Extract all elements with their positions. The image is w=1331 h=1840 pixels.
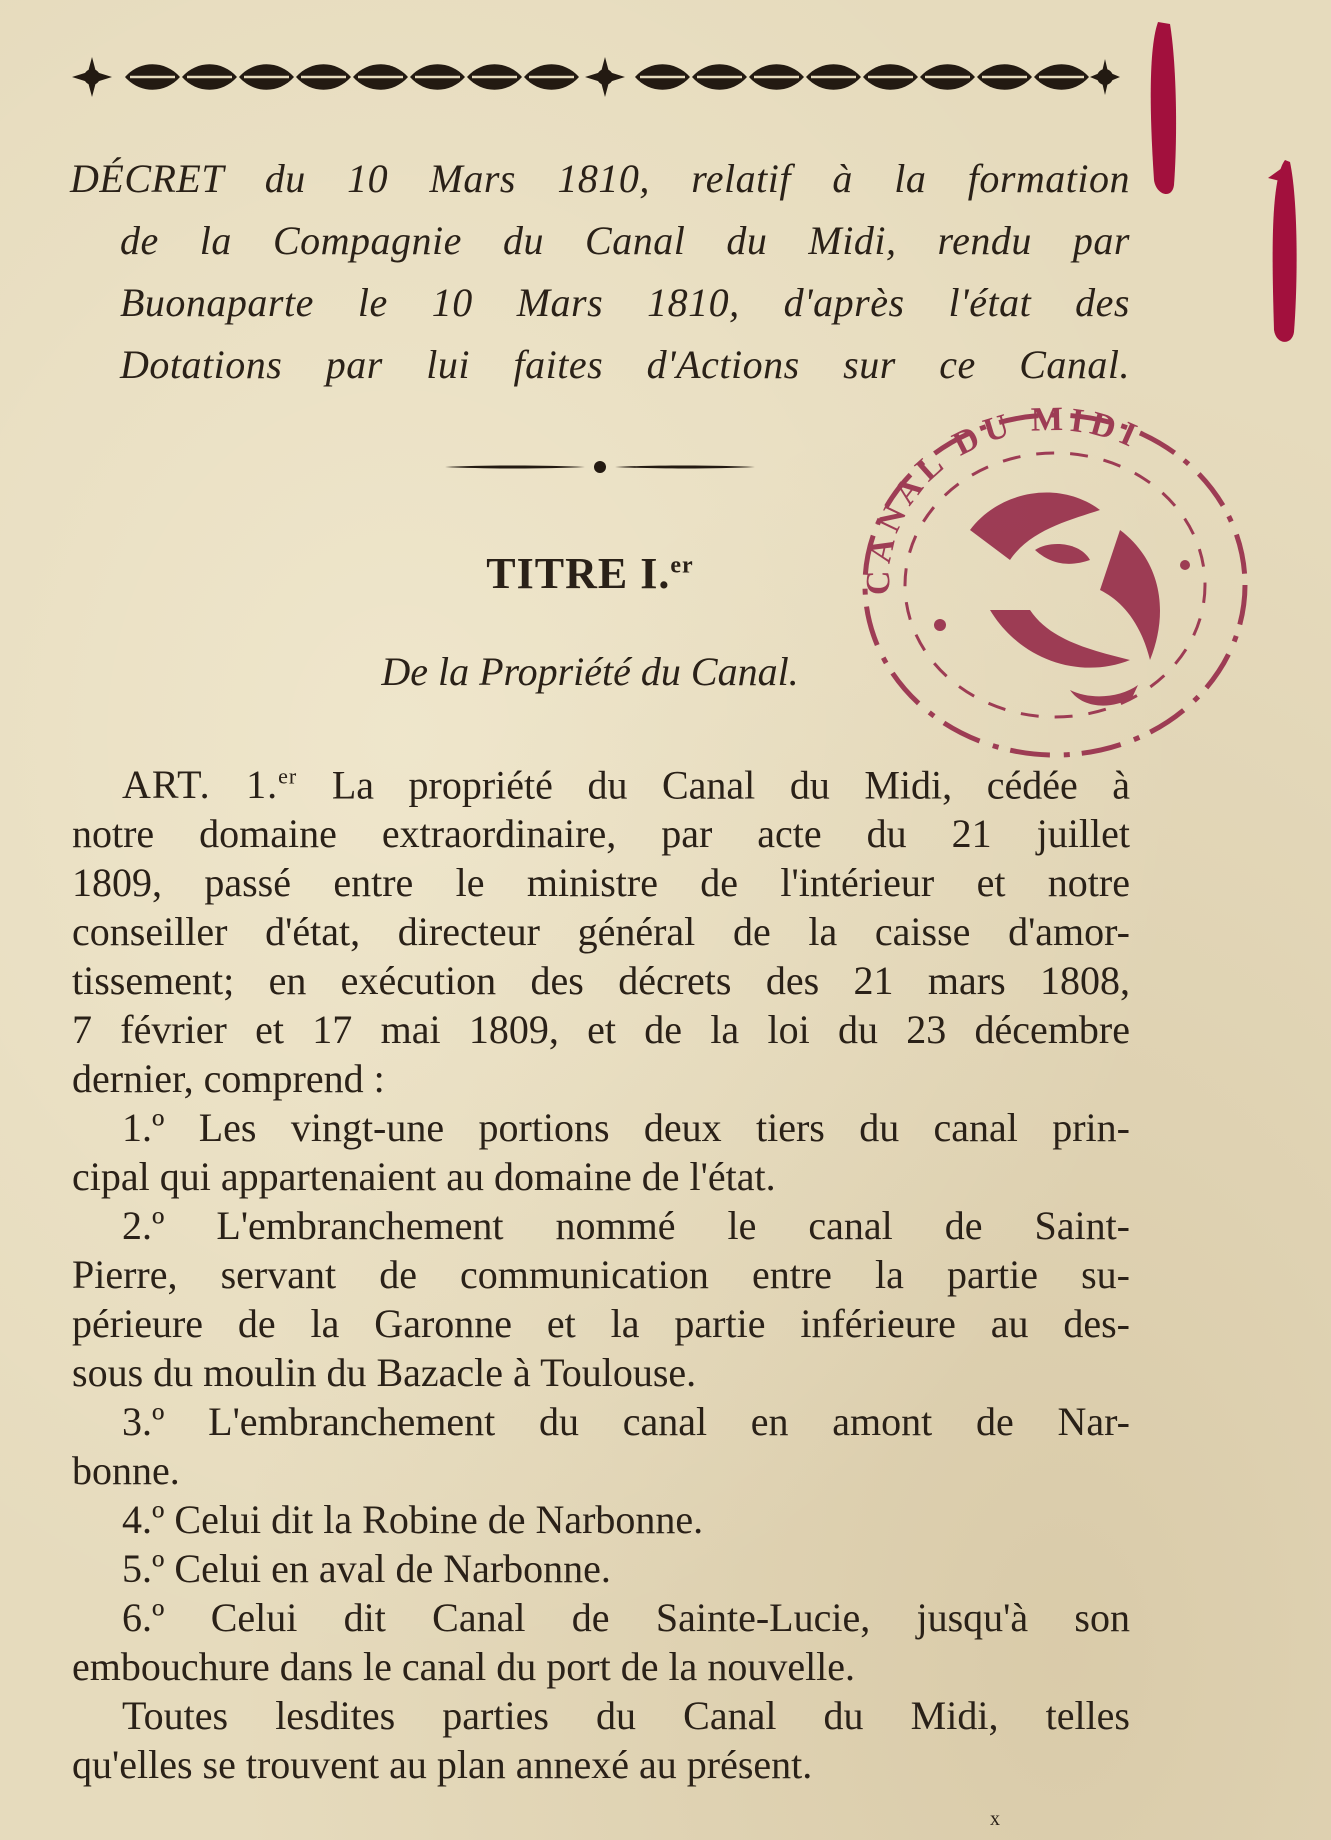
list-item-line: bonne. [72, 1448, 180, 1494]
list-item-line: 5.º Celui en aval de Narbonne. [122, 1546, 611, 1592]
section-subtitle: De la Propriété du Canal. [381, 649, 799, 694]
article-line: 1809, passé entre le ministre de l'intérieur et notre [72, 860, 1130, 906]
article-label-text: ART. 1. [122, 762, 279, 808]
list-item-line: embouchure dans le canal du port de la nouvelle. [72, 1644, 856, 1690]
article-line: tissement; en exécution des décrets des 21 mars 1808, [72, 958, 1130, 1004]
list-item-line: 4.º Celui dit la Robine de Narbonne. [122, 1497, 704, 1543]
list-item-line: périeure de la Garonne et la partie inférieure au des- [72, 1301, 1130, 1347]
title-line: Dotations par lui faites d'Actions sur ce Canal. [120, 342, 1130, 387]
article-label-sup: er [278, 764, 298, 789]
footer-mark: x [990, 1808, 1000, 1830]
article-line: notre domaine extraordinaire, par acte du 21 juillet [72, 811, 1130, 857]
title-line: Buonaparte le 10 Mars 1810, d'après l'état des [120, 280, 1130, 325]
article-line: 7 février et 17 mai 1809, et de la loi du 23 décembre [72, 1007, 1130, 1053]
title-line: DÉCRET du 10 Mars 1810, relatif à la formation [70, 156, 1130, 201]
ornament-star-center [585, 57, 625, 97]
article-body [72, 752, 1130, 1789]
section-heading [0, 548, 1180, 599]
red-ink-marks [1140, 10, 1310, 350]
decree-title [70, 148, 1130, 396]
closing-line: qu'elles se trouvent au plan annexé au présent. [72, 1742, 813, 1788]
section-heading-text: TITRE I. [486, 549, 671, 598]
article-line: conseiller d'état, directeur général de la caisse d'amor- [72, 909, 1130, 955]
article-line: dernier, comprend : [72, 1056, 385, 1102]
ornament-star-right [1090, 59, 1120, 95]
article-label [122, 762, 297, 807]
section-heading-sup: er [670, 552, 694, 579]
list-item-line: cipal qui appartenaient au domaine de l'état. [72, 1154, 776, 1200]
stamp-text: CANAL DU MIDI [860, 400, 1148, 596]
article-first-line [72, 752, 1130, 809]
title-line: de la Compagnie du Canal du Midi, rendu par [120, 218, 1130, 263]
article-first-text: La propriété du Canal du Midi, cédée à [331, 762, 1130, 808]
list-item-line: Pierre, servant de communication entre la partie su- [72, 1252, 1130, 1298]
decorative-rule [445, 455, 755, 479]
list-item-line: 6.º Celui dit Canal de Sainte-Lucie, jusqu'à son [122, 1595, 1130, 1641]
list-item-line: 2.º L'embranchement nommé le canal de Saint- [122, 1203, 1130, 1249]
list-item-line: sous du moulin du Bazacle à Toulouse. [72, 1350, 697, 1396]
list-item-line: 1.º Les vingt-une portions deux tiers du canal prin- [122, 1105, 1130, 1151]
closing-line: Toutes lesdites parties du Canal du Midi, telles [122, 1693, 1130, 1739]
ornament-star-left [72, 57, 112, 97]
list-item-line: 3.º L'embranchement du canal en amont de Nar- [122, 1399, 1130, 1445]
decorative-ornament-band [70, 52, 1120, 102]
